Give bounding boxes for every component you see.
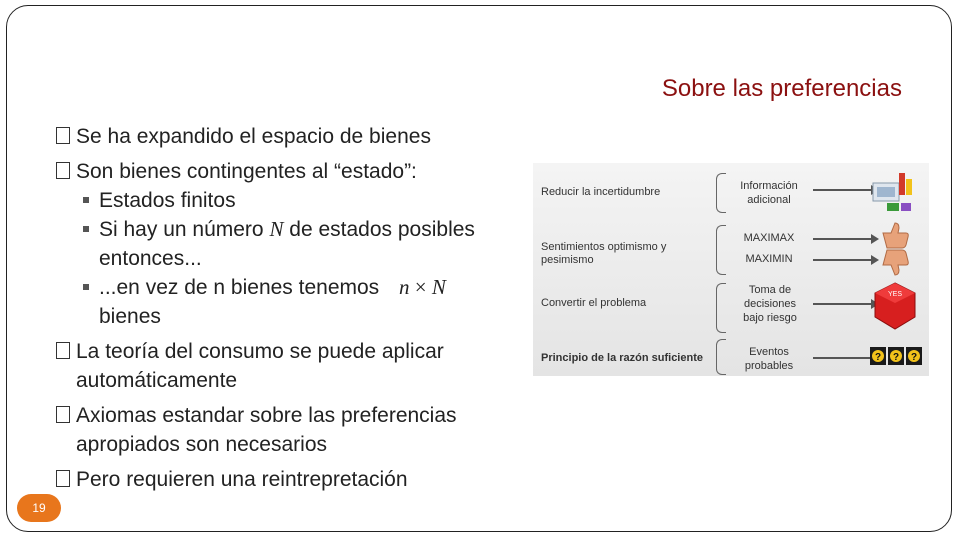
bullet-item: La teoría del consumo se puede aplicar automáticamente	[58, 337, 528, 395]
checkbox-bullet-icon	[56, 406, 70, 423]
brace-icon	[716, 173, 726, 213]
computer-chart-icon	[869, 169, 919, 215]
diagram-row: Principio de la razón suficiente Eventos probables ? ? ?	[533, 333, 929, 375]
bullet-item: Pero requieren una reintrepretación	[58, 465, 528, 494]
svg-text:?: ?	[893, 352, 900, 363]
svg-text:?: ?	[875, 352, 882, 363]
bullet-item: Se ha expandido el espacio de bienes	[58, 122, 528, 151]
square-bullet-icon	[83, 197, 89, 203]
dice-icon	[871, 281, 919, 333]
diagram-row: Sentimientos optimismo y pesimismo MAXIMAX MAXIMIN	[533, 221, 929, 277]
svg-text:YES: YES	[888, 291, 903, 298]
decision-diagram	[533, 163, 929, 376]
sub-bullet-item: ...en vez de n bienes tenemos n × N bienes	[58, 273, 528, 331]
slide-number-badge: 19	[17, 494, 61, 522]
brace-icon	[716, 283, 726, 333]
bullet-item: Axiomas estandar sobre las preferencias apropiados son necesarios	[58, 401, 528, 459]
arrow-icon	[813, 259, 877, 261]
sub-bullet-item: Estados finitos	[58, 186, 528, 215]
checkbox-bullet-icon	[56, 162, 70, 179]
question-faces-icon	[869, 345, 923, 369]
math-expression: n × N	[399, 275, 446, 299]
checkbox-bullet-icon	[56, 342, 70, 359]
slide-title: Sobre las preferencias	[661, 75, 902, 102]
brace-icon	[716, 225, 726, 275]
arrow-icon	[813, 238, 877, 240]
arrow-icon	[813, 189, 877, 191]
square-bullet-icon	[83, 284, 89, 290]
arrow-icon	[813, 357, 877, 359]
svg-text:?: ?	[911, 352, 918, 363]
arrow-icon	[813, 303, 877, 305]
sub-bullet-item: Si hay un número N de estados posibles entonces...	[58, 215, 528, 273]
diagram-row: Convertir el problema Toma de decisiones bajo riesgo YES	[533, 279, 929, 335]
bullet-list	[58, 122, 528, 500]
bullet-item: Son bienes contingentes al “estado”:	[58, 157, 528, 186]
brace-icon	[716, 339, 726, 375]
checkbox-bullet-icon	[56, 127, 70, 144]
square-bullet-icon	[83, 226, 89, 232]
checkbox-bullet-icon	[56, 470, 70, 487]
diagram-row: Reducir la incertidumbre Información adicional	[533, 167, 929, 217]
thumbs-up-down-icon	[879, 221, 909, 277]
